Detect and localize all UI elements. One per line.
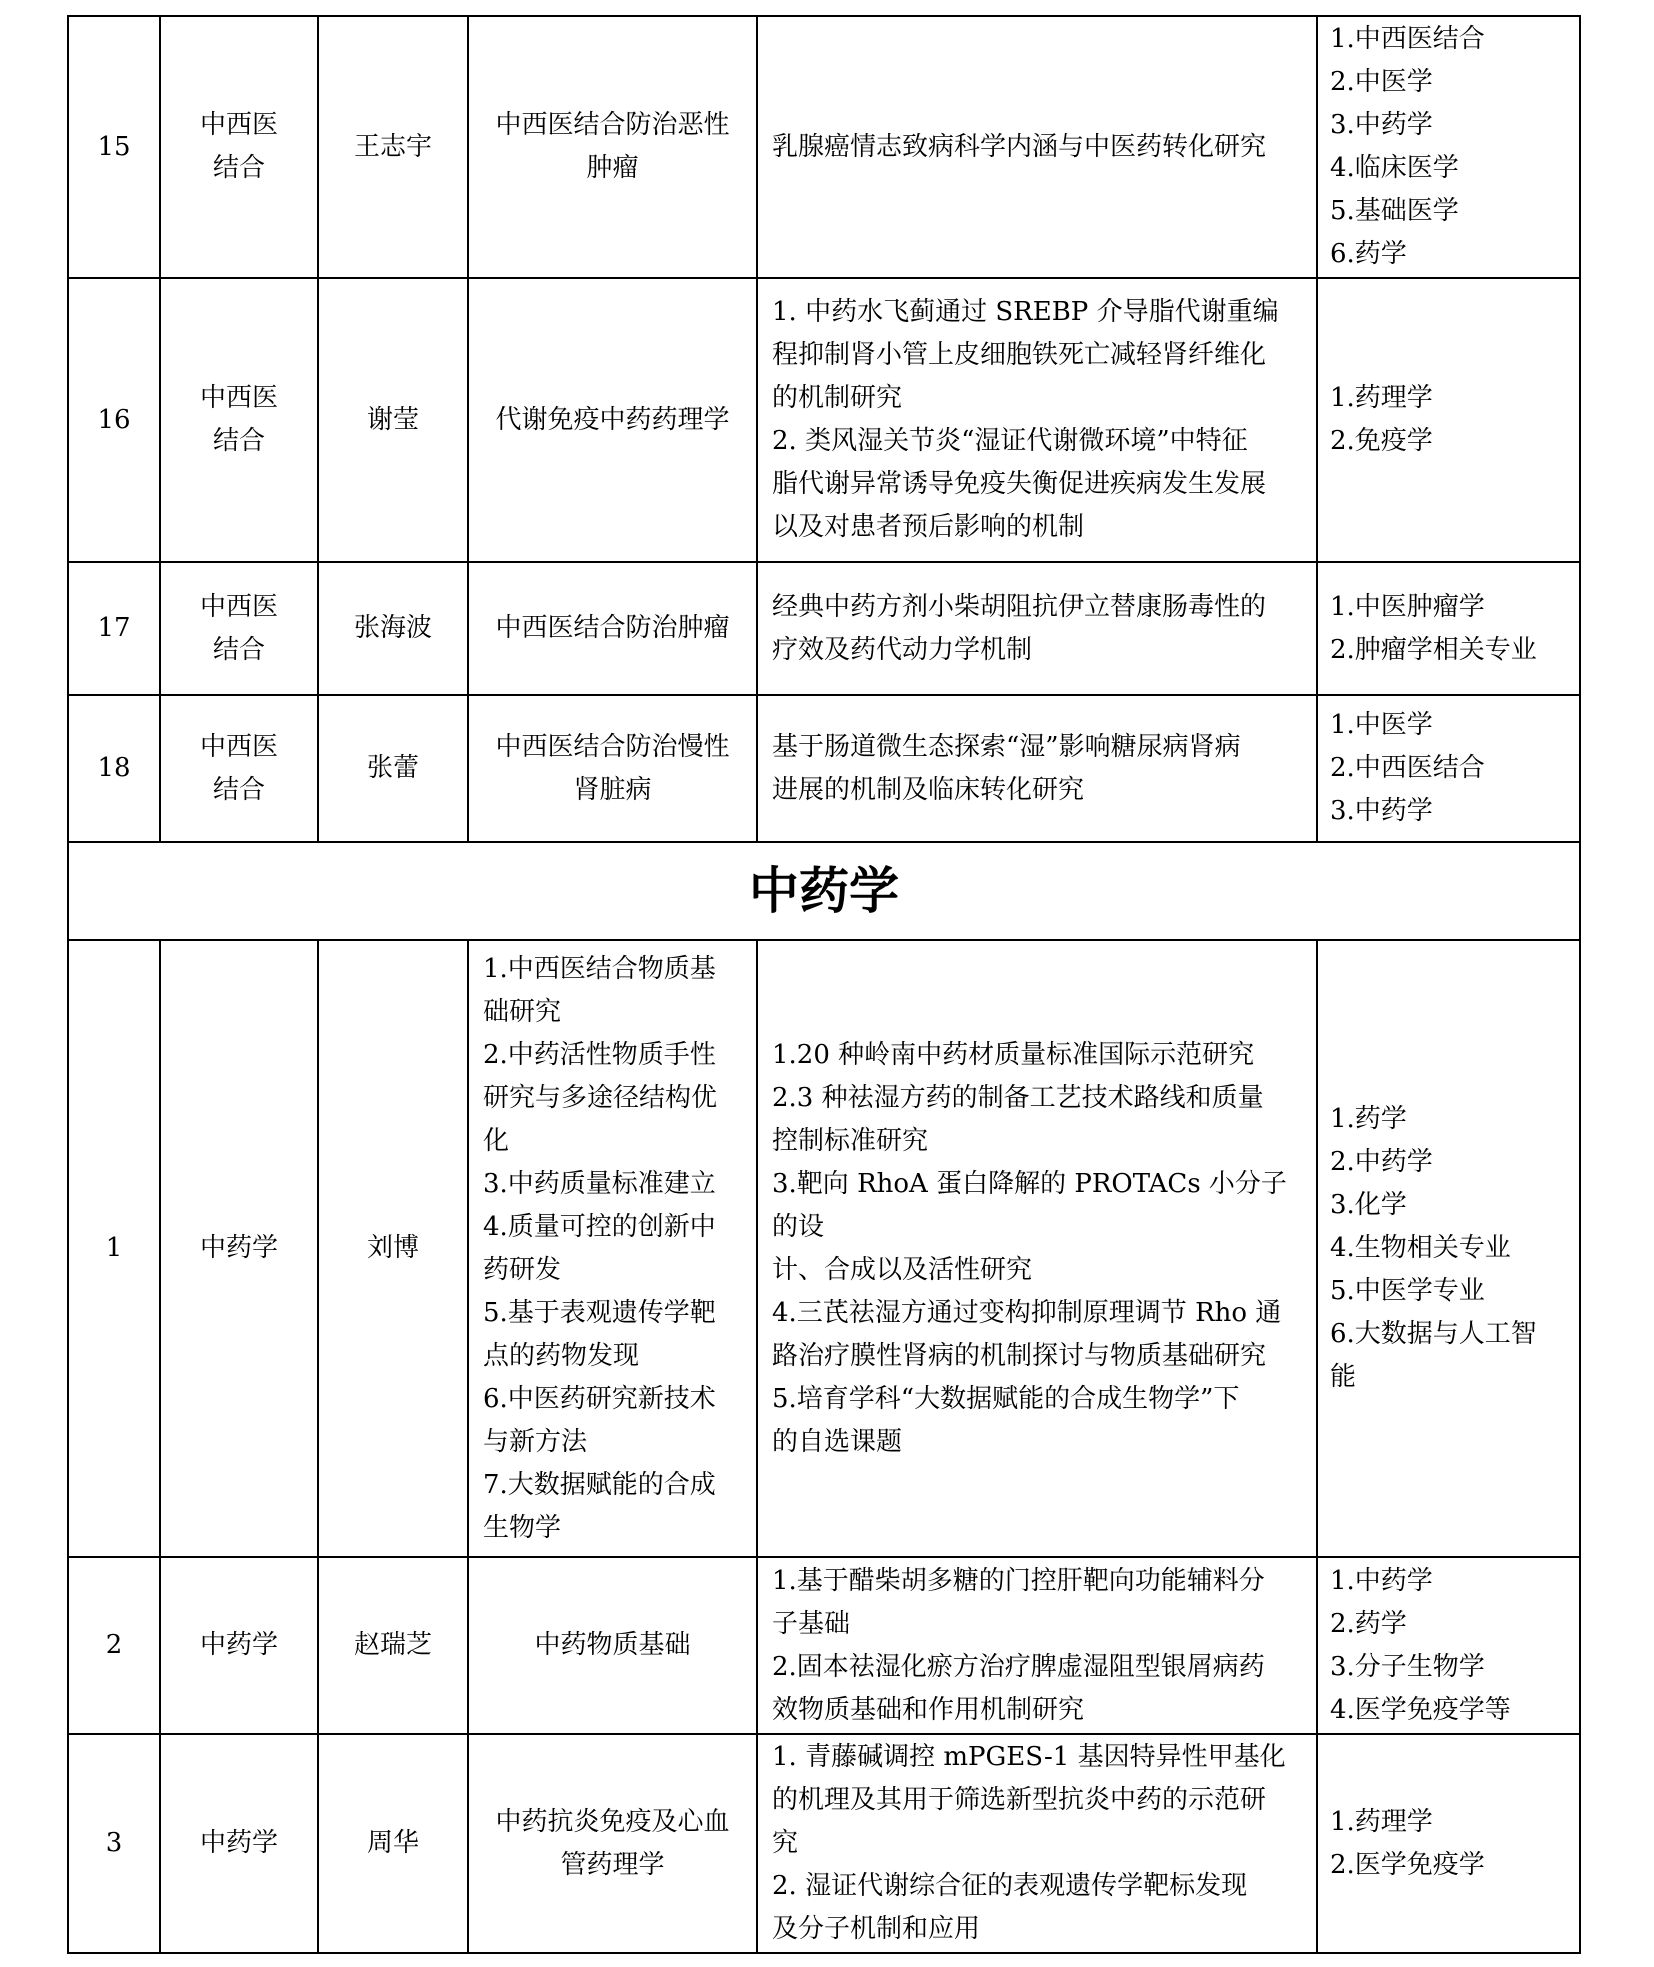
table-row	[68, 16, 1580, 278]
row-number: 17	[68, 562, 160, 695]
research-direction: 中药物质基础	[468, 1557, 757, 1734]
research-direction: 中西医结合防治肿瘤	[468, 562, 757, 695]
table-row	[68, 1734, 1580, 1953]
major-requirements: 1.中医学 2.中西医结合 3.中药学	[1317, 695, 1580, 842]
supervisor-name: 张蕾	[318, 695, 468, 842]
subject-cell: 中药学	[160, 940, 318, 1557]
supervisor-name: 谢莹	[318, 278, 468, 562]
supervisor-topic-table	[67, 15, 1581, 1954]
supervisor-name: 赵瑞芝	[318, 1557, 468, 1734]
research-topic: 1.20 种岭南中药材质量标准国际示范研究 2.3 种祛湿方药的制备工艺技术路线和质量 控制标准研究 3.靶向 RhoA 蛋白降解的 PROTACs 小分子的设 计、合成以及活性研究 4.三芪祛湿方通过变构抑制原理调节 Rho 通 路治疗膜性肾病的机制探讨与物质基础研究 5.培育学科“大数据赋能的合成生物学”下 的自选课题	[757, 940, 1317, 1557]
table-row	[68, 940, 1580, 1557]
research-topic: 基于肠道微生态探索“湿”影响糖尿病肾病 进展的机制及临床转化研究	[757, 695, 1317, 842]
research-topic: 1. 青藤碱调控 mPGES-1 基因特异性甲基化 的机理及其用于筛选新型抗炎中药的示范研 究 2. 湿证代谢综合征的表观遗传学靶标发现 及分子机制和应用	[757, 1734, 1317, 1953]
subject-cell: 中西医 结合	[160, 16, 318, 278]
row-number: 18	[68, 695, 160, 842]
research-topic: 1. 中药水飞蓟通过 SREBP 介导脂代谢重编 程抑制肾小管上皮细胞铁死亡减轻肾纤维化 的机制研究 2. 类风湿关节炎“湿证代谢微环境”中特征 脂代谢异常诱导免疫失衡促进疾病发生发展 以及对患者预后影响的机制	[757, 278, 1317, 562]
row-number: 2	[68, 1557, 160, 1734]
major-requirements: 1.中药学 2.药学 3.分子生物学 4.医学免疫学等	[1317, 1557, 1580, 1734]
major-requirements: 1.中西医结合 2.中医学 3.中药学 4.临床医学 5.基础医学 6.药学	[1317, 16, 1580, 278]
subject-cell: 中西医 结合	[160, 695, 318, 842]
row-number: 3	[68, 1734, 160, 1953]
supervisor-name: 王志宇	[318, 16, 468, 278]
row-number: 1	[68, 940, 160, 1557]
research-direction: 中西医结合防治慢性 肾脏病	[468, 695, 757, 842]
research-direction: 中西医结合防治恶性 肿瘤	[468, 16, 757, 278]
section-header-row	[68, 842, 1580, 940]
table-row	[68, 1557, 1580, 1734]
subject-cell: 中西医 结合	[160, 278, 318, 562]
table-row	[68, 695, 1580, 842]
row-number: 16	[68, 278, 160, 562]
major-requirements: 1.药理学 2.免疫学	[1317, 278, 1580, 562]
research-topic: 1.基于醋柴胡多糖的门控肝靶向功能辅料分 子基础 2.固本祛湿化瘀方治疗脾虚湿阻型银屑病药 效物质基础和作用机制研究	[757, 1557, 1317, 1734]
section-title: 中药学	[68, 842, 1580, 940]
research-direction: 代谢免疫中药药理学	[468, 278, 757, 562]
table-row	[68, 562, 1580, 695]
research-direction: 中药抗炎免疫及心血 管药理学	[468, 1734, 757, 1953]
major-requirements: 1.药理学 2.医学免疫学	[1317, 1734, 1580, 1953]
subject-cell: 中药学	[160, 1734, 318, 1953]
major-requirements: 1.药学 2.中药学 3.化学 4.生物相关专业 5.中医学专业 6.大数据与人工智 能	[1317, 940, 1580, 1557]
research-topic: 经典中药方剂小柴胡阻抗伊立替康肠毒性的 疗效及药代动力学机制	[757, 562, 1317, 695]
row-number: 15	[68, 16, 160, 278]
research-direction: 1.中西医结合物质基 础研究 2.中药活性物质手性 研究与多途径结构优 化 3.中药质量标准建立 4.质量可控的创新中 药研发 5.基于表观遗传学靶 点的药物发现 6.中医药研究新技术 与新方法 7.大数据赋能的合成 生物学	[468, 940, 757, 1557]
subject-cell: 中西医 结合	[160, 562, 318, 695]
supervisor-name: 周华	[318, 1734, 468, 1953]
research-topic: 乳腺癌情志致病科学内涵与中医药转化研究	[757, 16, 1317, 278]
supervisor-name: 张海波	[318, 562, 468, 695]
subject-cell: 中药学	[160, 1557, 318, 1734]
major-requirements: 1.中医肿瘤学 2.肿瘤学相关专业	[1317, 562, 1580, 695]
table-row	[68, 278, 1580, 562]
supervisor-name: 刘博	[318, 940, 468, 1557]
